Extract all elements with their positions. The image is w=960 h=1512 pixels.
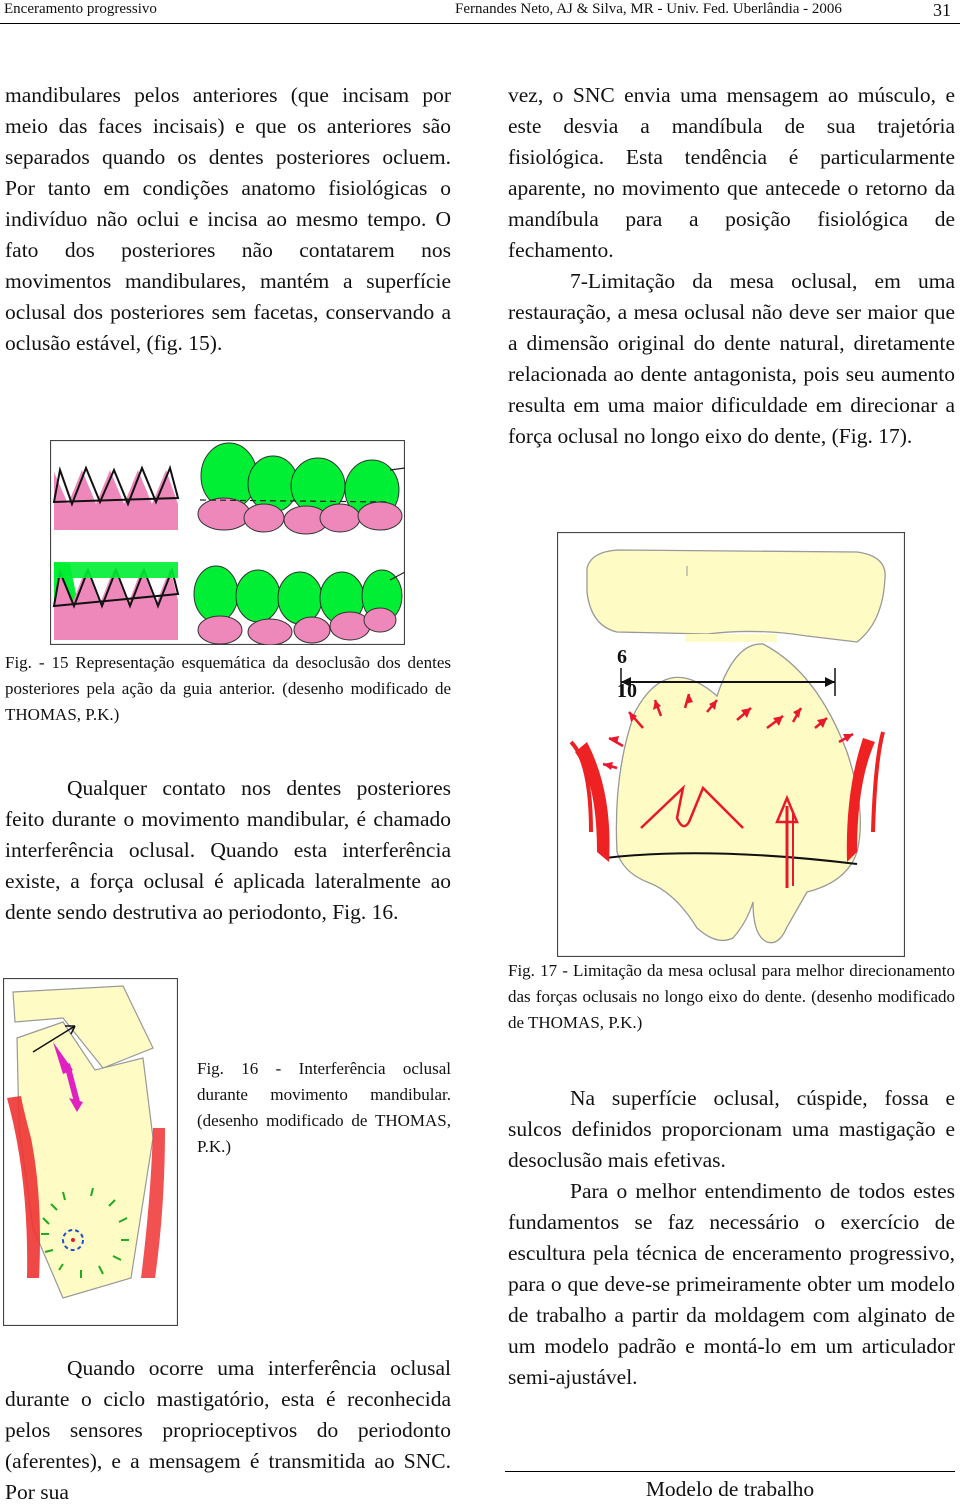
fig17-svg bbox=[557, 532, 905, 957]
col2-paragraph-block-2 bbox=[508, 1083, 955, 1393]
section-title: Modelo de trabalho bbox=[645, 1477, 815, 1501]
col1-p2-text: Qualquer contato nos dentes posteriores feito durante o movimento mandibular, é chamado interferência oclusal. Quando esta interferência existe, a força oclusal é aplicada lateralmente ao dente sendo destrutiva ao periodonto, Fig. 16. bbox=[5, 776, 451, 924]
col1-p3-text: Quando ocorre uma interferência oclusal durante o ciclo mastigatório, esta é reconhecida pelos sensores proprioceptivos do periodonto (aferentes), e a mensagem é transmitida ao SNC. Por sua bbox=[5, 1356, 451, 1504]
col1-paragraph-2 bbox=[5, 773, 451, 928]
fig16-illustration bbox=[3, 978, 178, 1326]
col2-p3-text: Na superfície oclusal, cúspide, fossa e sulcos definidos proporcionam uma mastigação e desoclusão mais efetivas. bbox=[508, 1086, 955, 1172]
fig17-caption: Fig. 17 - Limitação da mesa oclusal para melhor direcionamento das forças oclusais no longo eixo do dente. (desenho modificado de THOMAS, P.K.) bbox=[508, 961, 955, 1032]
col1-paragraph-1 bbox=[5, 80, 451, 359]
col2-p2-text: 7-Limitação da mesa oclusal, em uma restauração, a mesa oclusal não deve ser maior que a dimensão original do dente natural, diretamente relacionada ao dente antagonista, pois seu aumento resulta em uma maior dificuldade em direcionar a força oclusal no longo eixo do dente, (Fig. 17). bbox=[508, 269, 955, 448]
col2-paragraph-block bbox=[508, 80, 955, 452]
fig17-illustration bbox=[557, 532, 905, 957]
fig16-svg bbox=[3, 978, 178, 1326]
fig15-caption: Fig. - 15 Representação esquemática da desoclusão dos dentes posteriores pela ação da guia anterior. (desenho modificado de THOMAS, P.K.) bbox=[5, 653, 451, 724]
header-right: Fernandes Neto, AJ & Silva, MR - Univ. Fed. Uberlândia - 2006 bbox=[455, 1, 842, 17]
running-header bbox=[0, 0, 960, 24]
col2-p4-text: Para o melhor entendimento de todos estes fundamentos se faz necessário o exercício de escultura pela técnica de enceramento progressivo, para o que deve-se primeiramente obter um modelo de trabalho a partir da moldagem com alginato de um modelo padrão e montá-lo em um articulador semi-ajustável. bbox=[508, 1179, 955, 1389]
fig15-svg bbox=[50, 440, 405, 645]
col1-p1-text: mandibulares pelos anteriores (que incisam por meio das faces incisais) e que os anteriores são separados quando os dentes posteriores ocluem. Por tanto em condições anatomo fisiológicas o indivíduo não oclui e incisa ao mesmo tempo. O fato dos posteriores não contatarem nos movimentos mandibulares, mantém a superfície oclusal dos posteriores sem facetas, conservando a oclusão estável, (fig. 15). bbox=[5, 83, 451, 355]
fig17-label-6: 6 bbox=[617, 646, 627, 668]
fig16-caption: Fig. 16 - Interferência oclusal durante movimento mandibular. (desenho modificado de THOMAS, P.K.) bbox=[197, 1059, 451, 1156]
fig17-label-10: 10 bbox=[617, 680, 637, 702]
header-rule bbox=[0, 23, 960, 24]
page-number: 31 bbox=[933, 0, 951, 20]
header-left: Enceramento progressivo bbox=[4, 1, 157, 17]
col2-p1-text: vez, o SNC envia uma mensagem ao músculo, e este desvia a mandíbula de sua trajetória fisiológica. Esta tendência é particularmente aparente, no movimento que antecede o retorno da mandíbula para a posição fisiológica de fechamento. bbox=[508, 83, 955, 262]
section-rule bbox=[505, 1471, 955, 1472]
fig15-illustration bbox=[50, 440, 405, 645]
col1-paragraph-3 bbox=[5, 1353, 451, 1508]
